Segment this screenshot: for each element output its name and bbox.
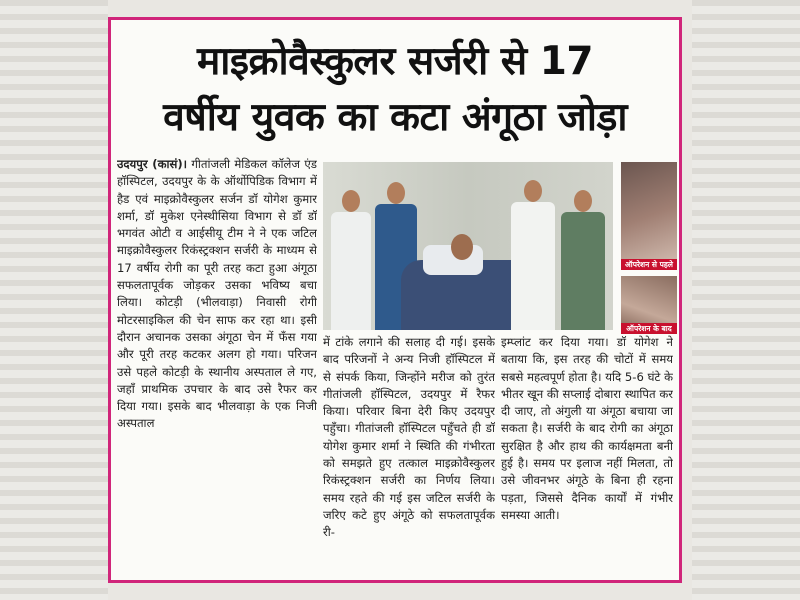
patient bbox=[451, 234, 473, 260]
headline bbox=[119, 34, 671, 146]
article-text-3: इम्प्लांट कर दिया गया। डॉ योगेश ने बताया कि, इस तरह की चोटों में समय सबसे महत्वपूर्ण होता है। यदि 5-6 घंटे के भीतर खून की सप्लाई दोबारा स्थापित कर दी जाए, तो अंगुली या अंगूठा बचाया जा सकता है। सर्जरी के बाद रोगी का अंगूठा सुरक्षित है और हाथ की कार्यक्षमता बनी हुई है। समय पर इलाज नहीं मिलता, तो उसे जीवनभर अंगूठे के बिना ही रहना पड़ता, जिससे दैनिक कार्यों में गंभीर समस्या आती। bbox=[501, 335, 673, 522]
photo-person-1 bbox=[331, 190, 371, 330]
article-column-1 bbox=[117, 156, 317, 576]
inset-after-label: ऑपरेशन के बाद bbox=[621, 323, 677, 334]
inset-photo-after bbox=[621, 276, 677, 334]
article-column-2 bbox=[323, 334, 495, 580]
article-text-2: में टांके लगाने की सलाह दी गई। इसके बाद परिजनों ने अन्य निजी हॉस्पिटल में से संपर्क किया, जिन्होंने मरीज को तुरंत गीतांजली हॉस्पिटल, उदयपुर में रैफर किया। परिवार बिना देरी किए उदयपुर पहुँचा। गीतांजली हॉस्पिटल पहुँचते ही डॉ योगेश कुमार शर्मा ने स्थिति की गंभीरता को समझते हुए तत्काल माइक्रोवैस्कुलर रिकंस्ट्रक्शन सर्जरी का निर्णय लिया। समय रहते की गई इस जटिल सर्जरी के जरिए कटे हुए अंगूठे को सफलतापूर्वक री- bbox=[323, 335, 495, 540]
blurred-background-right bbox=[692, 0, 800, 600]
dateline: उदयपुर (कासं)। bbox=[117, 157, 188, 171]
article-column-3 bbox=[501, 334, 673, 580]
news-photo bbox=[323, 162, 613, 330]
photo-person-3 bbox=[511, 180, 555, 330]
headline-line-2: वर्षीय युवक का कटा अंगूठा जोड़ा bbox=[163, 95, 627, 140]
headline-line-1: माइक्रोवैस्कुलर सर्जरी से 17 bbox=[196, 39, 594, 84]
inset-before-label: ऑपरेशन से पहले bbox=[621, 259, 677, 270]
photo-person-4 bbox=[561, 190, 605, 330]
newspaper-clipping bbox=[108, 17, 682, 583]
article-text-1: गीतांजली मेडिकल कॉलेज एंड हॉस्पिटल, उदयपुर के के ऑर्थोपिडिक विभाग में हैड एवं माइक्रोवैस्कुलर सर्जन डॉ योगेश कुमार शर्मा, डॉ मुकेश एनेस्थीसिया विभाग से डॉ डॉ भगवंत ओटी व आईसीयू टीम ने ने एक जटिल माइक्रोवैस्कुलर रिकंस्ट्रक्शन सर्जरी के माध्यम से 17 वर्षीय रोगी का पूरी तरह कटा हुआ अंगूठा सफलतापूर्वक जोड़कर उसका भविष्य बचा लिया। कोटड़ी (भीलवाड़ा) निवासी रोगी मोटरसाइकिल की चेन साफ कर रहा था। इसी दौरान अचानक उसका अंगूठा चेन में फँस गया और पूरी तरह कटकर अलग हो गया। परिजन उसे पहले कोटड़ी के स्थानीय अस्पताल ले गए, जहाँ प्राथमिक उपचार के बाद उसे रैफर कर दिया गया। इसके बाद भीलवाड़ा के एक निजी अस्पताल bbox=[117, 157, 317, 431]
blurred-background-left bbox=[0, 0, 108, 600]
inset-photo-before bbox=[621, 162, 677, 270]
